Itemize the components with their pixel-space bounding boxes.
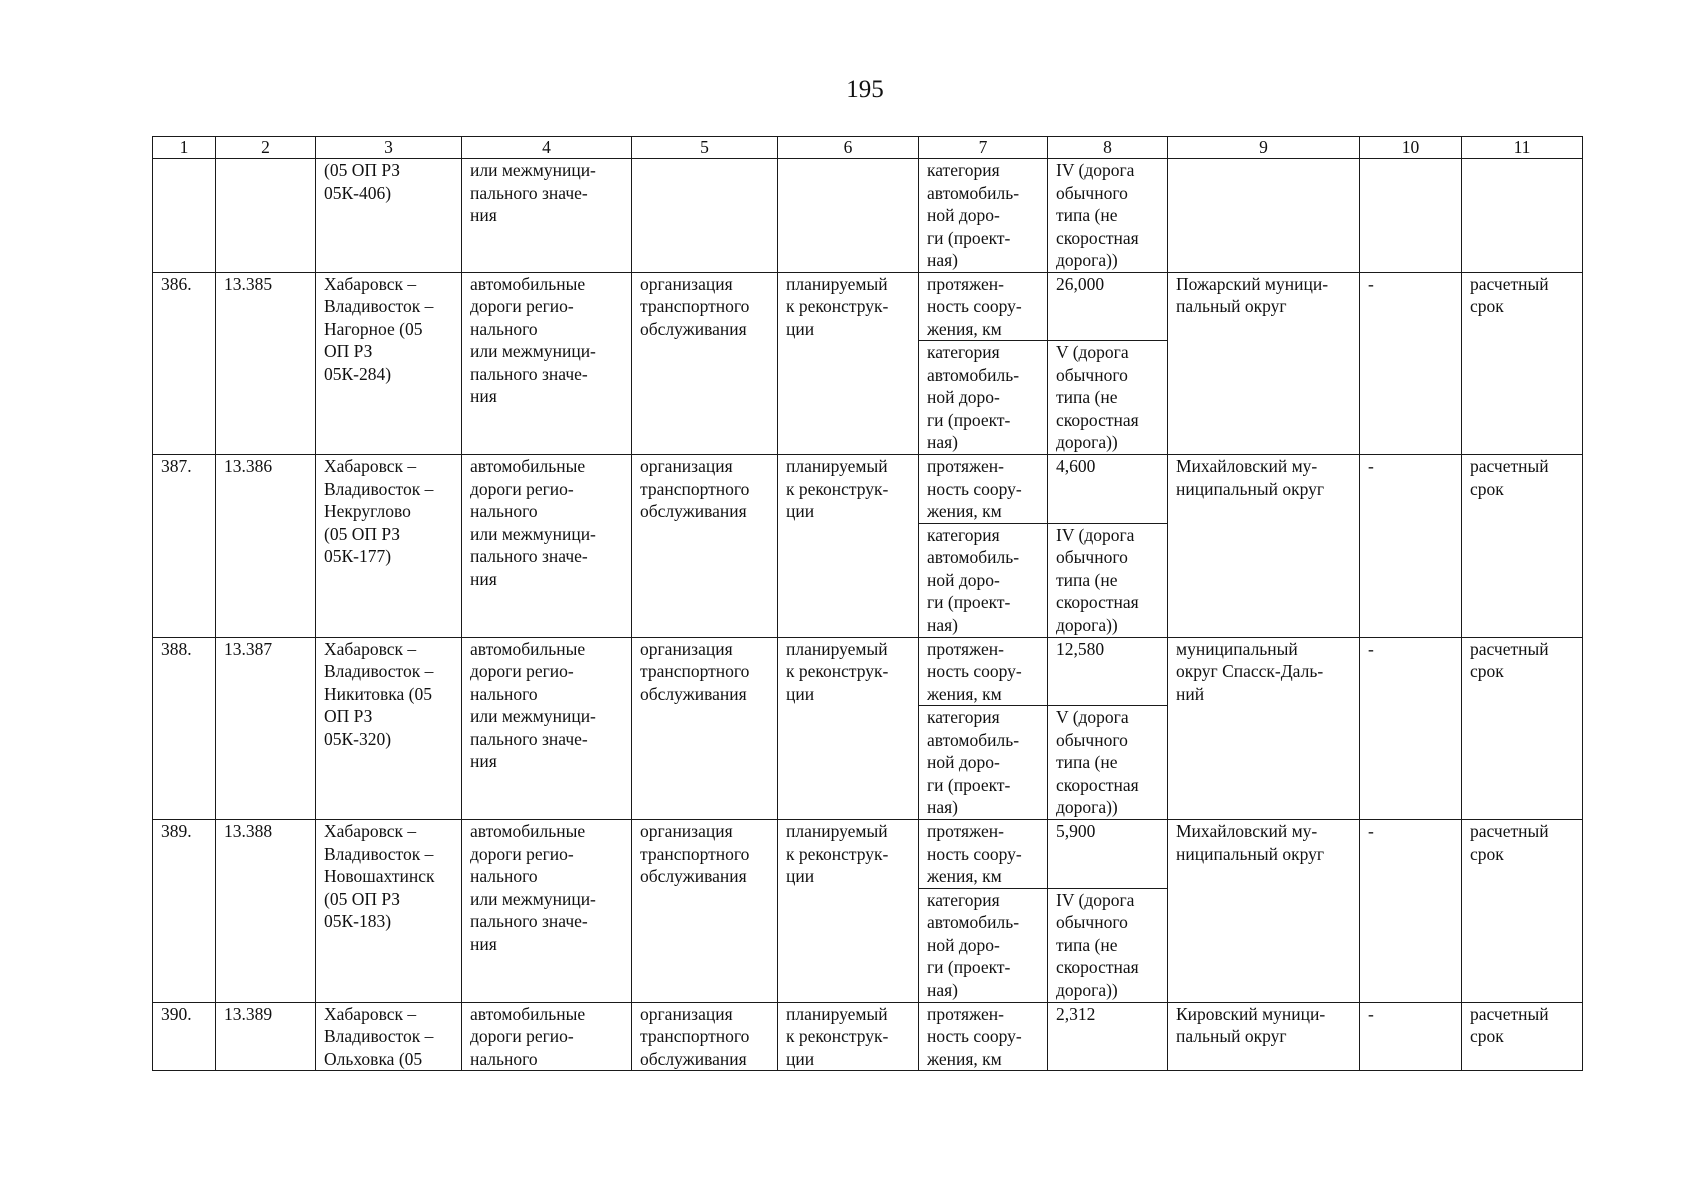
cell-code: 13.388 xyxy=(216,820,316,1003)
cell-param: категория автомобиль- ной доро- ги (проект- ная) xyxy=(919,706,1048,820)
cell-zone: - xyxy=(1360,455,1462,638)
cell-significance: автомобильные дороги регио- нального или межмуници- пального значе- ния xyxy=(462,455,632,638)
cell-zone xyxy=(1360,159,1462,273)
cell-value: 26,000 xyxy=(1048,272,1168,341)
cell-code: 13.387 xyxy=(216,637,316,820)
column-header: 7 xyxy=(919,137,1048,159)
column-header: 4 xyxy=(462,137,632,159)
column-header: 5 xyxy=(632,137,778,159)
cell-code xyxy=(216,159,316,273)
cell-name: Хабаровск – Владивосток – Новошахтинск (05 ОП РЗ 05К-183) xyxy=(316,820,462,1003)
cell-location xyxy=(1168,159,1360,273)
cell-value: 12,580 xyxy=(1048,637,1168,706)
cell-param: протяжен- ность соору- жения, км xyxy=(919,1002,1048,1071)
cell-zone: - xyxy=(1360,637,1462,820)
cell-term xyxy=(1462,159,1583,273)
table-row xyxy=(153,1002,1583,1071)
cell-zone: - xyxy=(1360,1002,1462,1071)
cell-purpose xyxy=(632,159,778,273)
cell-name: (05 ОП РЗ 05К-406) xyxy=(316,159,462,273)
cell-term: расчетный срок xyxy=(1462,637,1583,820)
objects-table xyxy=(152,136,1583,1071)
cell-value: V (дорога обычного типа (не скоростная дорога)) xyxy=(1048,341,1168,455)
cell-status xyxy=(778,159,919,273)
cell-significance: или межмуници- пального значе- ния xyxy=(462,159,632,273)
header-row xyxy=(153,137,1583,159)
cell-num: 386. xyxy=(153,272,216,455)
cell-value: V (дорога обычного типа (не скоростная дорога)) xyxy=(1048,706,1168,820)
cell-purpose: организация транспортного обслуживания xyxy=(632,1002,778,1071)
column-header: 6 xyxy=(778,137,919,159)
cell-zone: - xyxy=(1360,820,1462,1003)
column-header: 10 xyxy=(1360,137,1462,159)
cell-param: протяжен- ность соору- жения, км xyxy=(919,455,1048,524)
cell-purpose: организация транспортного обслуживания xyxy=(632,637,778,820)
cell-term: расчетный срок xyxy=(1462,272,1583,455)
cell-significance: автомобильные дороги регио- нального или межмуници- пального значе- ния xyxy=(462,820,632,1003)
cell-code: 13.385 xyxy=(216,272,316,455)
cell-param: протяжен- ность соору- жения, км xyxy=(919,820,1048,889)
cell-purpose: организация транспортного обслуживания xyxy=(632,820,778,1003)
cell-num: 390. xyxy=(153,1002,216,1071)
cell-value: 5,900 xyxy=(1048,820,1168,889)
cell-value: IV (дорога обычного типа (не скоростная дорога)) xyxy=(1048,888,1168,1002)
cell-location: Пожарский муници- пальный округ xyxy=(1168,272,1360,455)
cell-code: 13.386 xyxy=(216,455,316,638)
cell-status: планируемый к реконструк- ции xyxy=(778,637,919,820)
cell-name: Хабаровск – Владивосток – Нагорное (05 ОП РЗ 05К-284) xyxy=(316,272,462,455)
cell-purpose: организация транспортного обслуживания xyxy=(632,455,778,638)
cell-value: 2,312 xyxy=(1048,1002,1168,1071)
table-row xyxy=(153,455,1583,524)
cell-status: планируемый к реконструк- ции xyxy=(778,820,919,1003)
cell-purpose: организация транспортного обслуживания xyxy=(632,272,778,455)
cell-param: категория автомобиль- ной доро- ги (проект- ная) xyxy=(919,523,1048,637)
column-header: 1 xyxy=(153,137,216,159)
table-row xyxy=(153,637,1583,706)
cell-num: 389. xyxy=(153,820,216,1003)
cell-status: планируемый к реконструк- ции xyxy=(778,272,919,455)
column-header: 9 xyxy=(1168,137,1360,159)
cell-significance: автомобильные дороги регио- нального или межмуници- пального значе- ния xyxy=(462,637,632,820)
cell-location: муниципальный округ Спасск-Даль- ний xyxy=(1168,637,1360,820)
cell-location: Кировский муници- пальный округ xyxy=(1168,1002,1360,1071)
column-header: 11 xyxy=(1462,137,1583,159)
cell-param: протяжен- ность соору- жения, км xyxy=(919,637,1048,706)
cell-num: 388. xyxy=(153,637,216,820)
cell-location: Михайловский му- ниципальный округ xyxy=(1168,820,1360,1003)
table-row xyxy=(153,820,1583,889)
cell-term: расчетный срок xyxy=(1462,455,1583,638)
cell-name: Хабаровск – Владивосток – Некруглово (05 ОП РЗ 05К-177) xyxy=(316,455,462,638)
cell-term: расчетный срок xyxy=(1462,1002,1583,1071)
cell-status: планируемый к реконструк- ции xyxy=(778,455,919,638)
cell-term: расчетный срок xyxy=(1462,820,1583,1003)
cell-param: категория автомобиль- ной доро- ги (проект- ная) xyxy=(919,341,1048,455)
cell-value: IV (дорога обычного типа (не скоростная дорога)) xyxy=(1048,159,1168,273)
table-row xyxy=(153,272,1583,341)
cell-location: Михайловский му- ниципальный округ xyxy=(1168,455,1360,638)
cell-name: Хабаровск – Владивосток – Никитовка (05 ОП РЗ 05К-320) xyxy=(316,637,462,820)
page-number: 195 xyxy=(846,76,884,103)
cell-status: планируемый к реконструк- ции xyxy=(778,1002,919,1071)
cell-param: категория автомобиль- ной доро- ги (проект- ная) xyxy=(919,159,1048,273)
cell-zone: - xyxy=(1360,272,1462,455)
column-header: 3 xyxy=(316,137,462,159)
cell-param: категория автомобиль- ной доро- ги (проект- ная) xyxy=(919,888,1048,1002)
cell-value: IV (дорога обычного типа (не скоростная дорога)) xyxy=(1048,523,1168,637)
cell-num: 387. xyxy=(153,455,216,638)
cell-value: 4,600 xyxy=(1048,455,1168,524)
cell-code: 13.389 xyxy=(216,1002,316,1071)
column-header: 2 xyxy=(216,137,316,159)
cell-significance: автомобильные дороги регио- нального xyxy=(462,1002,632,1071)
column-header: 8 xyxy=(1048,137,1168,159)
cell-name: Хабаровск – Владивосток – Ольховка (05 xyxy=(316,1002,462,1071)
cell-param: протяжен- ность соору- жения, км xyxy=(919,272,1048,341)
cell-num xyxy=(153,159,216,273)
cell-significance: автомобильные дороги регио- нального или межмуници- пального значе- ния xyxy=(462,272,632,455)
table-row-continuation xyxy=(153,159,1583,273)
